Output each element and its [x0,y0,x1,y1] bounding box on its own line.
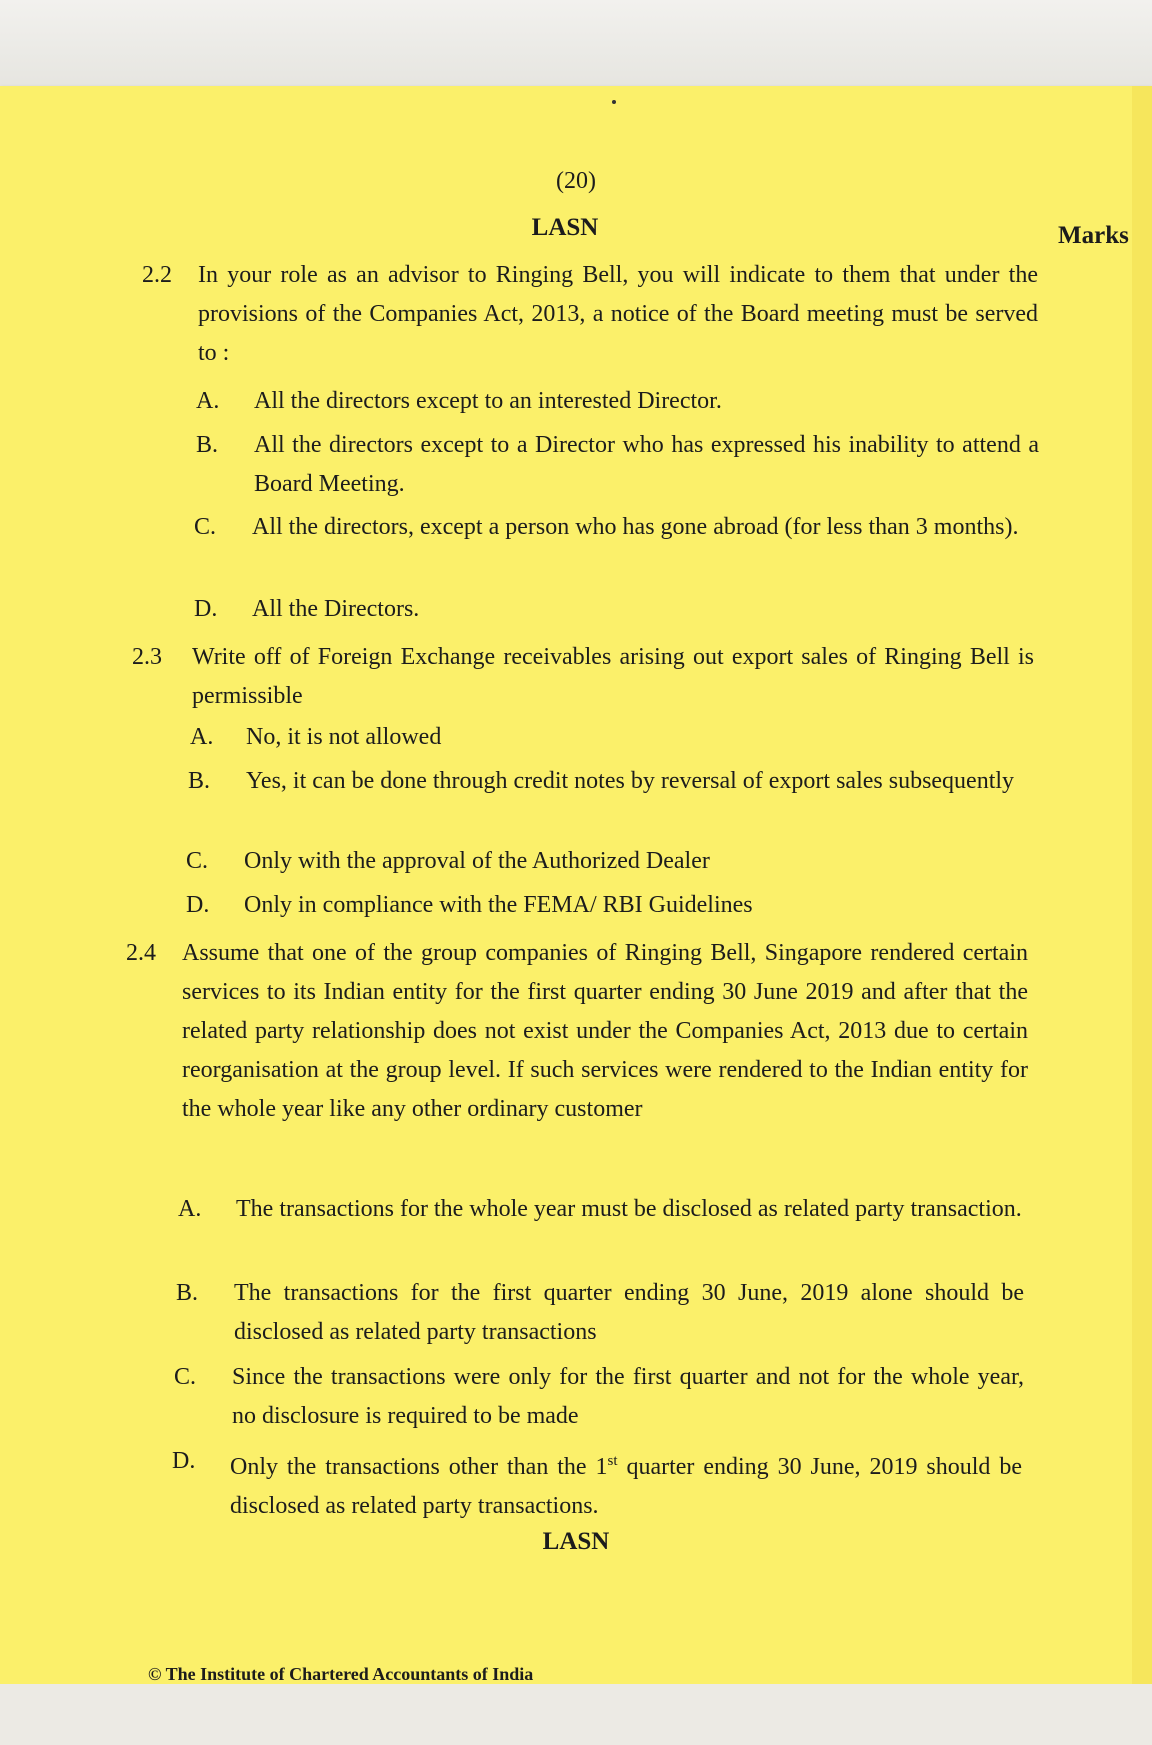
question-text: In your role as an advisor to Ringing Bell, you will indicate to them that under the provisions of the Companies Act, 2013, a notice of the Board meeting must be served to : [198,262,1038,366]
option-letter: D. [172,1448,196,1474]
option-text: All the directors, except a person who has gone abroad (for less than 3 months). [252,514,1019,540]
question-text: Assume that one of the group companies of Ringing Bell, Singapore rendered certain services to its Indian entity for the first quarter ending 30 June 2019 and after that the related party relationship does not exist under the Companies Act, 2013 due to certain reorganisation at the group level. If such services were rendered to the Indian entity for the whole year like any other ordinary customer [182,940,1028,1122]
question-number: 2.3 [132,644,162,670]
scan-background-bottom [0,1684,1152,1745]
marks-column-label: Marks [1058,222,1129,249]
option-letter: C. [174,1364,197,1390]
option-text: The transactions for the whole year must be disclosed as related party transaction. [236,1196,1022,1222]
option-text: All the Directors. [252,596,420,622]
option-letter: B. [188,768,211,794]
option-text-part: Only the transactions other than the 1 [230,1454,608,1480]
question-number: 2.2 [142,262,172,288]
scan-background-top [0,0,1152,88]
option-letter: A. [196,388,220,414]
option-text: Only with the approval of the Authorized Dealer [244,848,710,874]
option-letter: B. [196,432,219,458]
option-letter: D. [186,892,210,918]
speck-mark [612,100,616,104]
option-letter: D. [194,596,218,622]
option-text: No, it is not allowed [246,724,442,750]
option-letter: A. [178,1196,202,1222]
option-text: Since the transactions were only for the first quarter and not for the whole year, no disclosure is required to be made [232,1364,1024,1429]
question-text: Write off of Foreign Exchange receivables arising out export sales of Ringing Bell is permissible [192,644,1034,709]
option-letter: B. [176,1280,199,1306]
question-number: 2.4 [126,940,156,966]
footer-paper-code: LASN [542,1528,610,1555]
option-text: The transactions for the first quarter ending 30 June, 2019 alone should be disclosed as related party transactions [234,1280,1024,1345]
option-text: All the directors except to a Director who has expressed his inability to attend a Board Meeting. [254,432,1039,497]
option-text [230,1442,1022,1526]
option-text: All the directors except to an interested Director. [254,388,722,414]
page-number: (20) [556,168,596,194]
ordinal-superscript: st [607,1453,618,1469]
header-paper-code: LASN [531,214,599,241]
page-edge [1132,86,1152,1684]
option-text-part: quarter ending 30 June, 2019 should be disclosed as related party transactions. [230,1454,1022,1519]
option-letter: C. [186,848,209,874]
copyright-notice: © The Institute of Chartered Accountants of India [148,1664,534,1684]
option-text: Yes, it can be done through credit notes by reversal of export sales subsequently [246,768,1015,794]
option-text: Only in compliance with the FEMA/ RBI Guidelines [244,892,753,918]
option-letter: C. [194,514,217,540]
option-letter: A. [190,724,214,750]
